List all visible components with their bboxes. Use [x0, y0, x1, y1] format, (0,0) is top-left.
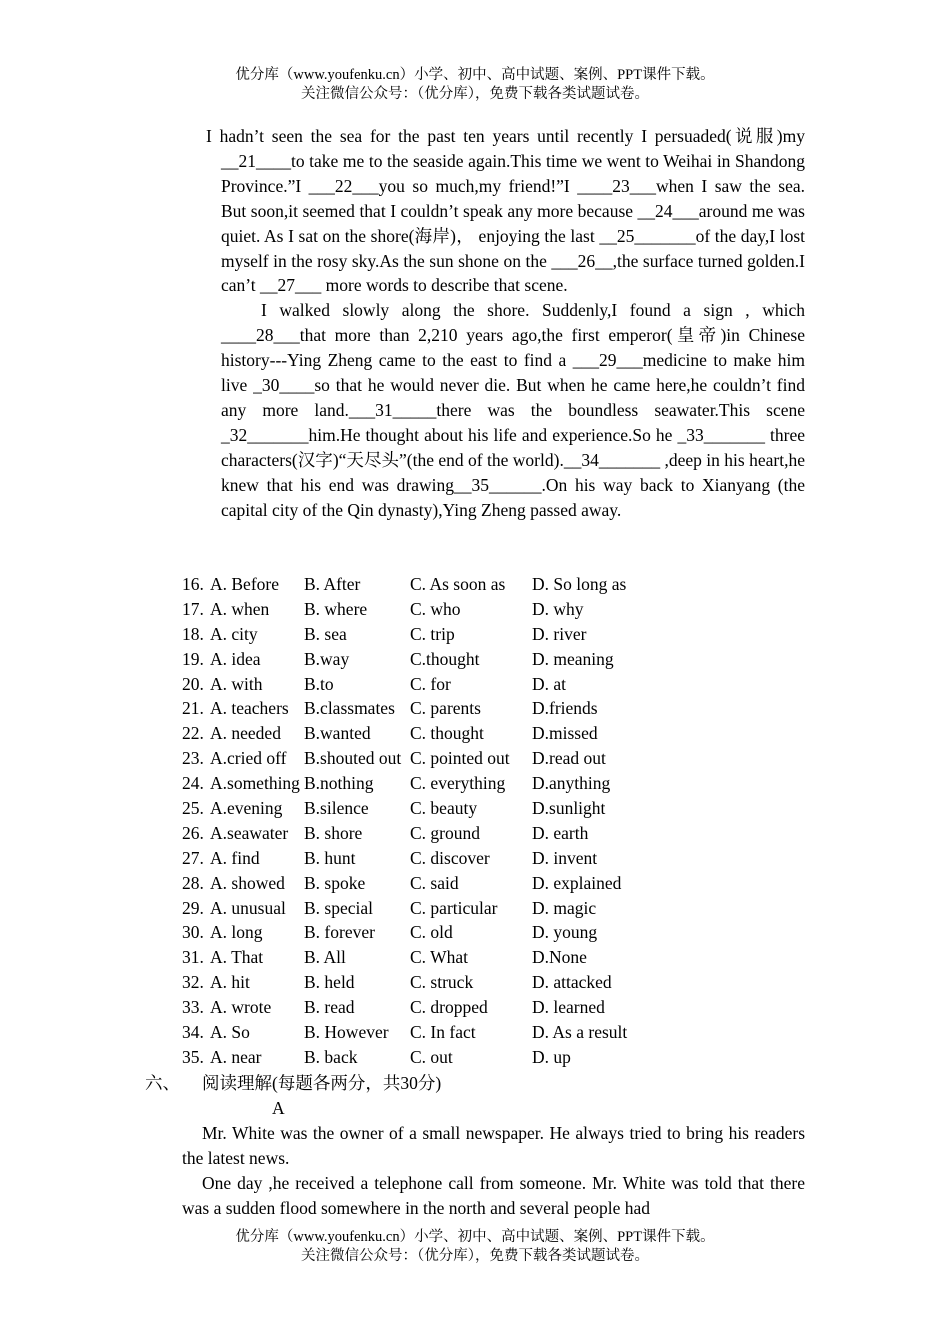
question-number: 21.: [182, 698, 204, 719]
option-c: C. struck: [410, 972, 474, 993]
question-number: 31.: [182, 947, 204, 968]
option-a: A. near: [210, 1046, 262, 1067]
option-row: [182, 746, 742, 771]
option-a: A.cried off: [210, 748, 287, 769]
option-row: [182, 696, 742, 721]
question-number: 27.: [182, 847, 204, 868]
question-number: 35.: [182, 1046, 204, 1067]
option-b: B. held: [304, 972, 355, 993]
header-line-2: 关注微信公众号：（优分库），免费下载各类试题试卷。: [301, 86, 649, 102]
option-row: [182, 920, 742, 945]
option-a: A.evening: [210, 798, 283, 819]
option-c: C. everything: [410, 773, 506, 794]
options-list: [182, 572, 742, 1070]
reading-paragraph-1: Mr. White was the owner of a small newspaper. He always tried to bring his readers the latest news.: [182, 1123, 805, 1168]
question-number: 24.: [182, 773, 204, 794]
option-d: D. earth: [532, 822, 589, 843]
option-c: C. What: [410, 947, 469, 968]
option-d: D.anything: [532, 773, 611, 794]
option-a: A. hit: [210, 972, 250, 993]
option-a: A. idea: [210, 648, 261, 669]
option-a: A. unusual: [210, 897, 286, 918]
option-b: B. All: [304, 947, 346, 968]
option-d: D. explained: [532, 872, 622, 893]
question-number: 23.: [182, 748, 204, 769]
reading-passage: [182, 1121, 805, 1221]
option-c: C. said: [410, 872, 459, 893]
option-d: D. up: [532, 1046, 571, 1067]
reading-paragraph-2: One day ,he received a telephone call from someone. Mr. White was told that there was a sudden flood somewhere in the north and several people had: [182, 1172, 805, 1218]
question-number: 28.: [182, 872, 204, 893]
option-d: D. why: [532, 598, 584, 619]
cloze-passage: [206, 124, 805, 523]
option-row: [182, 1020, 742, 1045]
option-d: D.friends: [532, 698, 598, 719]
option-b: B. After: [304, 574, 361, 594]
option-b: B. forever: [304, 922, 375, 943]
passage-paragraph-1: I hadn’t seen the sea for the past ten years until recently I persuaded(说服)my __21____to take me to the seaside again.This time we went to Weihai in Shandong Province.”I ___22___you so much,my friend!”I ____23___when I saw the sea. But soon,it seemed that I couldn’t speak any more because __24___around me was quiet. As I sat on the shore(海岸)， enjoying the last __25_______of the day,I lost myself in the rosy sky.As the sun shone on the ___26__,the surface turned golden.I can’t __27___ more words to describe that scene.: [206, 126, 805, 296]
option-b: B.classmates: [304, 698, 395, 719]
option-a: A. Before: [210, 574, 280, 594]
option-c: C. ground: [410, 822, 480, 843]
option-row: [182, 995, 742, 1020]
option-row: [182, 1045, 742, 1070]
option-c: C. beauty: [410, 798, 478, 819]
option-b: B.wanted: [304, 723, 371, 744]
option-b: B. hunt: [304, 847, 356, 868]
option-b: B.nothing: [304, 773, 374, 794]
option-b: B. shore: [304, 822, 363, 843]
option-c: C. discover: [410, 847, 490, 868]
option-c: C. trip: [410, 623, 455, 644]
option-a: A. when: [210, 598, 270, 619]
option-a: A. long: [210, 922, 263, 943]
option-d: D. learned: [532, 997, 605, 1018]
option-row: [182, 647, 742, 672]
option-d: D. As a result: [532, 1022, 628, 1043]
option-b: B. special: [304, 897, 374, 918]
option-c: C. who: [410, 598, 461, 619]
option-b: B. where: [304, 598, 368, 619]
option-b: B.to: [304, 673, 334, 694]
option-d: D. river: [532, 623, 587, 644]
option-row: [182, 796, 742, 821]
option-a: A.something: [210, 773, 300, 794]
option-d: D. magic: [532, 897, 597, 918]
section-number: 六、: [145, 1073, 180, 1093]
footer-line-2: 关注微信公众号：（优分库），免费下载各类试题试卷。: [301, 1248, 649, 1264]
option-row: [182, 945, 742, 970]
option-row: [182, 896, 742, 921]
question-number: 33.: [182, 997, 204, 1018]
option-b: B.silence: [304, 798, 369, 819]
option-row: [182, 771, 742, 796]
question-number: 16.: [182, 574, 204, 594]
option-row: [182, 821, 742, 846]
option-c: C. parents: [410, 698, 481, 719]
question-number: 20.: [182, 673, 204, 694]
option-d: D.sunlight: [532, 798, 606, 819]
question-number: 26.: [182, 822, 204, 843]
option-d: D. So long as: [532, 574, 627, 594]
option-c: C.thought: [410, 648, 480, 669]
option-a: A. showed: [210, 872, 285, 893]
option-a: A. So: [210, 1022, 250, 1043]
question-number: 22.: [182, 723, 204, 744]
option-b: B. spoke: [304, 872, 366, 893]
option-a: A. with: [210, 673, 263, 694]
option-d: D.None: [532, 947, 587, 968]
option-c: C. for: [410, 673, 451, 694]
option-c: C. out: [410, 1046, 453, 1067]
option-b: B. sea: [304, 623, 347, 644]
option-c: C. pointed out: [410, 748, 510, 769]
option-b: B. read: [304, 997, 355, 1018]
option-a: A. find: [210, 847, 260, 868]
question-number: 34.: [182, 1022, 204, 1043]
option-c: C. In fact: [410, 1022, 476, 1043]
option-b: B.way: [304, 648, 350, 669]
option-c: C. dropped: [410, 997, 488, 1018]
option-row: [182, 597, 742, 622]
option-c: C. thought: [410, 723, 484, 744]
option-c: C. old: [410, 922, 453, 943]
option-a: A. teachers: [210, 698, 289, 719]
option-d: D. at: [532, 673, 567, 694]
option-row: [182, 622, 742, 647]
option-row: [182, 721, 742, 746]
question-number: 29.: [182, 897, 204, 918]
page-header: [0, 66, 950, 104]
section-title: 阅读理解(每题各两分，共30分): [202, 1073, 442, 1093]
question-number: 32.: [182, 972, 204, 993]
option-c: C. particular: [410, 897, 498, 918]
option-d: D. meaning: [532, 648, 614, 669]
option-c: C. As soon as: [410, 574, 506, 594]
option-row: [182, 970, 742, 995]
option-d: D. attacked: [532, 972, 612, 993]
question-number: 19.: [182, 648, 204, 669]
question-number: 17.: [182, 598, 204, 619]
option-row: [182, 572, 742, 597]
option-b: B. back: [304, 1046, 358, 1067]
option-a: A. city: [210, 623, 258, 644]
option-d: D. invent: [532, 847, 598, 868]
reading-part-label: A: [272, 1098, 285, 1118]
option-d: D.missed: [532, 723, 598, 744]
option-d: D. young: [532, 922, 598, 943]
option-a: A.seawater: [210, 822, 289, 843]
option-d: D.read out: [532, 748, 606, 769]
question-number: 30.: [182, 922, 204, 943]
option-a: A. That: [210, 947, 264, 968]
option-row: [182, 871, 742, 896]
option-row: [182, 846, 742, 871]
option-row: [182, 672, 742, 697]
option-a: A. wrote: [210, 997, 272, 1018]
question-number: 18.: [182, 623, 204, 644]
option-a: A. needed: [210, 723, 281, 744]
page-footer: [0, 1228, 950, 1266]
passage-paragraph-2: I walked slowly along the shore. Suddenly,I found a sign , which ____28___that more than 2,210 years ago,the first emperor(皇帝)in Chinese history---Ying Zheng came to the east to find a ___29___medicine to make him live _30____so that he would never die. But when he came here,he couldn’t find any more land.___31_____there was the boundless seawater.This scene _32_______him.He thought about his life and experience.So he _33_______ three characters(汉字)“天尽头”(the end of the world).__34_______ ,deep in his heart,he knew that his end was drawing__35______.On his way back to Xianyang (the capital city of the Qin dynasty),Ying Zheng passed away.: [221, 300, 805, 520]
header-line-1: 优分库（www.youfenku.cn）小学、初中、高中试题、案例、PPT课件下载。: [235, 67, 715, 83]
question-number: 25.: [182, 798, 204, 819]
footer-line-1: 优分库（www.youfenku.cn）小学、初中、高中试题、案例、PPT课件下载。: [235, 1229, 715, 1245]
option-b: B.shouted out: [304, 748, 402, 769]
option-b: B. However: [304, 1022, 389, 1043]
